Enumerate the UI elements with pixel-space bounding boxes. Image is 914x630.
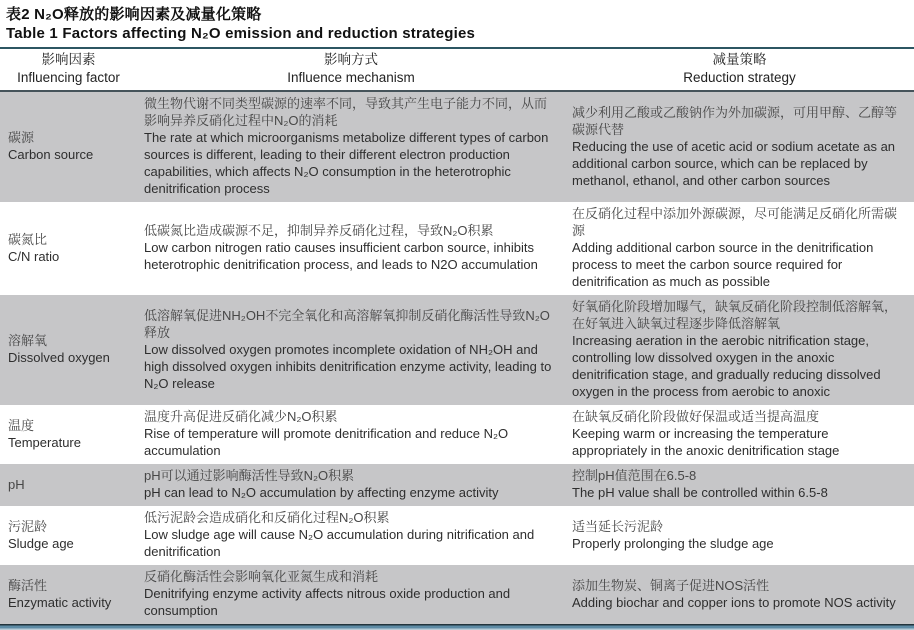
mechanism-text-zh: 低污泥龄会造成硝化和反硝化过程N₂O积累: [144, 510, 390, 525]
cell-mechanism: [137, 506, 565, 565]
cell-strategy: [565, 295, 914, 405]
strategy-text-zh: 控制pH值范围在6.5-8: [572, 468, 697, 483]
table-row-dissolved-oxygen: [0, 295, 914, 405]
strategy-text-zh: 添加生物炭、铜离子促进NOS活性: [572, 577, 770, 593]
table-row-carbon-source: [0, 91, 914, 202]
table-bottom-rule: [0, 624, 914, 630]
table-row-temperature: [0, 405, 914, 464]
cell-strategy: [565, 506, 914, 565]
factor-text-zh: pH: [8, 476, 25, 492]
strategy-text-en: Adding biochar and copper ions to promote NOS activity: [572, 594, 896, 610]
col-header-en: Influence mechanism: [287, 70, 415, 85]
col-header-zh: 减量策略: [712, 52, 767, 67]
mechanism-text-en: Denitrifying enzyme activity affects nitrous oxide production and consumption: [144, 586, 511, 618]
mechanism-text-zh: 温度升高促进反硝化减少N₂O积累: [144, 409, 338, 424]
factor-text-en: Dissolved oxygen: [8, 350, 110, 365]
table-row-enzymatic-activity: [0, 565, 914, 624]
factor-text-zh: 酶活性: [8, 577, 48, 593]
mechanism-text-en: Low sludge age will cause N₂O accumulation during nitrification and denitrification: [144, 527, 535, 559]
cell-mechanism: [137, 565, 565, 624]
cell-mechanism: [137, 295, 565, 405]
cell-factor: [0, 295, 137, 405]
cell-factor: [0, 91, 137, 202]
table-header: [0, 48, 914, 91]
cell-strategy: [565, 91, 914, 202]
strategy-text-zh: 在反硝化过程中添加外源碳源，尽可能满足反硝化所需碳源: [572, 206, 898, 238]
factor-text-zh: 碳氮比: [8, 231, 48, 247]
cell-mechanism: [137, 405, 565, 464]
col-header-zh: 影响方式: [324, 52, 378, 67]
strategy-text-en: Increasing aeration in the aerobic nitrification stage, controlling low dissolved oxygen in the anoxic denitrification stage, and gradually reducing dissolved oxygen in the process from aerobic to anoxic: [572, 333, 881, 399]
mechanism-text-zh: 低碳氮比造成碳源不足，抑制异养反硝化过程，导致N₂O积累: [144, 223, 494, 238]
cell-factor: [0, 464, 137, 506]
table-row-ph: [0, 464, 914, 506]
strategy-text-zh: 在缺氧反硝化阶段做好保温或适当提高温度: [572, 409, 820, 424]
strategy-text-en: Reducing the use of acetic acid or sodium acetate as an additional carbon source, which can be replaced by methanol, ethanol, and other carbon sources: [572, 138, 896, 188]
factor-text-en: Carbon source: [8, 147, 94, 162]
cell-factor: [0, 202, 137, 295]
mechanism-text-zh: 反硝化酶活性会影响氧化亚氮生成和消耗: [144, 569, 379, 584]
factor-text-zh: 污泥龄: [8, 518, 48, 534]
factor-text-en: Enzymatic activity: [8, 594, 112, 610]
mechanism-text-zh: pH可以通过影响酶活性导致N₂O积累: [144, 468, 355, 483]
cell-strategy: [565, 202, 914, 295]
mechanism-text-zh: 微生物代谢不同类型碳源的速率不同，导致其产生电子能力不同，从而影响异养反硝化过程中N₂O的消耗: [144, 96, 548, 128]
cell-factor: [0, 405, 137, 464]
strategy-text-en: Properly prolonging the sludge age: [572, 535, 774, 551]
col-header-influencing-factor: [0, 48, 137, 91]
table-title-zh: 表2 N₂O释放的影响因素及减量化策略: [6, 6, 262, 23]
col-header-en: Reduction strategy: [683, 70, 796, 85]
mechanism-text-en: Low dissolved oxygen promotes incomplete oxidation of NH₂OH and high dissolved oxygen inhibits denitrification enzyme activity, leading to N₂O release: [144, 341, 552, 391]
mechanism-text-en: Low carbon nitrogen ratio causes insufficient carbon source, inhibits heterotrophic denitrification process, and leads to N2O accumulation: [144, 240, 538, 272]
table-body: [0, 91, 914, 624]
strategy-text-en: Keeping warm or increasing the temperature appropriately in the anoxic denitrification stage: [572, 426, 840, 458]
col-header-en: Influencing factor: [17, 70, 120, 85]
header-row: [0, 48, 914, 91]
table-caption: [0, 0, 914, 47]
cell-mechanism: [137, 91, 565, 202]
col-header-reduction-strategy: [565, 48, 914, 91]
cell-strategy: [565, 405, 914, 464]
strategy-text-en: The pH value shall be controlled within 6.5-8: [572, 485, 828, 500]
mechanism-text-en: The rate at which microorganisms metabolize different types of carbon sources is different, leading to their different electron production capabilities, which affects N₂O consumption in the heterotrophic denitrification process: [144, 130, 549, 196]
cell-mechanism: [137, 464, 565, 506]
strategy-text-zh: 适当延长污泥龄: [572, 518, 664, 534]
factor-text-en: Temperature: [8, 434, 81, 450]
strategy-text-en: Adding additional carbon source in the denitrification process to meet the carbon source required for denitrification as much as possible: [572, 240, 874, 289]
factors-table: [0, 47, 914, 624]
strategy-text-zh: 好氧硝化阶段增加曝气，缺氧反硝化阶段控制低溶解氧，在好氧进入缺氧过程逐步降低溶解氧: [572, 299, 898, 331]
cell-strategy: [565, 565, 914, 624]
factor-text-zh: 碳源: [8, 130, 35, 145]
cell-mechanism: [137, 202, 565, 295]
factor-text-en: C/N ratio: [8, 248, 60, 264]
col-header-influence-mechanism: [137, 48, 565, 91]
strategy-text-zh: 减少利用乙酸或乙酸钠作为外加碳源，可用甲醇、乙醇等碳源代替: [572, 104, 898, 137]
col-header-zh: 影响因素: [41, 52, 96, 67]
cell-strategy: [565, 464, 914, 506]
cell-factor: [0, 506, 137, 565]
factor-text-zh: 溶解氧: [8, 333, 48, 348]
table-row-cn-ratio: [0, 202, 914, 295]
mechanism-text-zh: 低溶解氧促进NH₂OH不完全氧化和高溶解氧抑制反硝化酶活性导致N₂O释放: [144, 307, 550, 340]
factor-text-zh: 温度: [8, 417, 35, 433]
table-row-sludge-age: [0, 506, 914, 565]
table-title-en: Table 1 Factors affecting N₂O emission and reduction strategies: [6, 25, 476, 42]
mechanism-text-en: pH can lead to N₂O accumulation by affecting enzyme activity: [144, 485, 499, 500]
factor-text-en: Sludge age: [8, 535, 74, 551]
mechanism-text-en: Rise of temperature will promote denitrification and reduce N₂O accumulation: [144, 426, 509, 458]
cell-factor: [0, 565, 137, 624]
